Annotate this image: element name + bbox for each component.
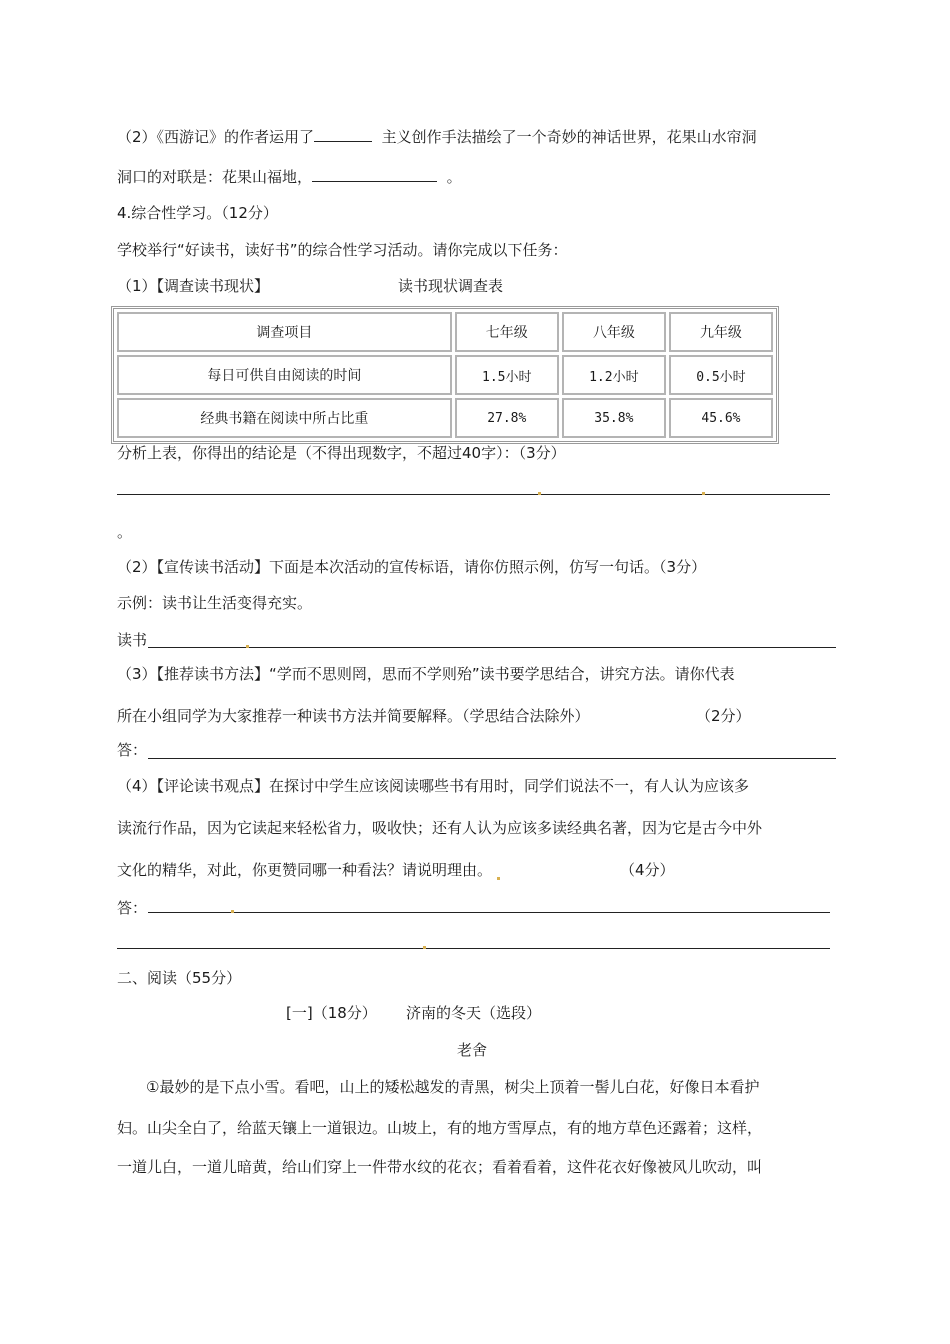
- article-title: 济南的冬天（选段）: [406, 1004, 542, 1022]
- q4-p1-label: （1）【调查读书现状】: [117, 277, 270, 295]
- answer-blank[interactable]: [312, 167, 437, 182]
- q3-2-text-a: （2）《西游记》的作者运用了: [117, 128, 315, 146]
- q4-p1-end: 。: [117, 523, 133, 541]
- q4-intro: 学校举行“好读书，读好书”的综合性学习活动。请你完成以下任务：: [117, 241, 568, 259]
- table-row: [117, 398, 773, 438]
- scan-artifact: [497, 877, 500, 880]
- q4-p4-line2: 读流行作品，因为它读起来轻松省力，吸收快；还有人认为应该多读经典名著，因为它是古今中外: [117, 819, 763, 837]
- scan-artifact: [231, 910, 234, 913]
- answer-line[interactable]: [117, 494, 830, 495]
- scan-artifact: [538, 492, 541, 495]
- q3-2-text-d: 。: [446, 168, 462, 186]
- answer-prefix: 答：: [117, 899, 148, 917]
- table-row: [117, 355, 773, 395]
- q4-p1-question: 分析上表，你得出的结论是（不得出现数字，不超过40字）：（3分）: [117, 444, 566, 462]
- table-header-row: [117, 312, 773, 352]
- table-caption: 读书现状调查表: [398, 277, 504, 295]
- table-cell: 27.8%: [455, 398, 559, 438]
- q4-p4-line1: （4）【评论读书观点】在探讨中学生应该阅读哪些书有用时，同学们说法不一，有人认为应该多: [117, 777, 750, 795]
- table-header-cell: 调查项目: [117, 312, 452, 352]
- paragraph-line: 一道儿白，一道儿暗黄，给山们穿上一件带水纹的花衣；看着看着，这件花衣好像被风儿吹动，叫: [117, 1158, 763, 1176]
- q3-2-text-c: 洞口的对联是：花果山福地，: [117, 168, 313, 186]
- q4-p4-line3: 文化的精华，对此，你更赞同哪一种看法？请说明理由。: [117, 861, 493, 879]
- q4-p3-line2: 所在小组同学为大家推荐一种读书方法并简要解释。（学思结合法除外）: [117, 707, 590, 725]
- answer-line[interactable]: [148, 647, 836, 648]
- table-cell: 45.6%: [669, 398, 773, 438]
- q4-p3-score: （2分）: [696, 707, 751, 725]
- q3-2-line1: [117, 127, 757, 147]
- paragraph-line: ①最妙的是下点小雪。看吧，山上的矮松越发的青黑，树尖上顶着一髻儿白花，好像日本看护: [146, 1078, 760, 1096]
- answer-prefix: 答：: [117, 741, 148, 759]
- answer-line[interactable]: [117, 948, 830, 949]
- q4-p2-question: （2）【宣传读书活动】下面是本次活动的宣传标语，请你仿照示例，仿写一句话。（3分）: [117, 558, 707, 576]
- q4-title: 4.综合性学习。（12分）: [117, 204, 278, 222]
- answer-line[interactable]: [148, 758, 836, 759]
- scan-artifact: [423, 946, 426, 949]
- paragraph-line: 妇。山尖全白了，给蓝天镶上一道银边。山坡上，有的地方雪厚点，有的地方草色还露着；这样，: [117, 1119, 763, 1137]
- article-author: 老舍: [457, 1041, 488, 1059]
- table-cell: 0.5小时: [669, 355, 773, 395]
- q3-2-text-b: 主义创作手法描绘了一个奇妙的神话世界，花果山水帘洞: [381, 128, 757, 146]
- table-cell: 1.2小时: [562, 355, 666, 395]
- scan-artifact: [702, 492, 705, 495]
- section2-title: 二、阅读（55分）: [117, 969, 242, 987]
- answer-blank[interactable]: [314, 127, 372, 142]
- scan-artifact: [246, 645, 249, 648]
- table-header-cell: 七年级: [455, 312, 559, 352]
- q3-2-line2: [117, 167, 462, 187]
- table-cell: 每日可供自由阅读的时间: [117, 355, 452, 395]
- table-cell: 35.8%: [562, 398, 666, 438]
- q4-p2-answer-prefix: 读书: [117, 631, 148, 649]
- q4-p4-score: （4分）: [620, 861, 675, 879]
- table-header-cell: 九年级: [669, 312, 773, 352]
- table-header-cell: 八年级: [562, 312, 666, 352]
- answer-line[interactable]: [148, 912, 830, 913]
- q4-p3-line1: （3）【推荐读书方法】“学而不思则罔，思而不学则殆”读书要学思结合，讲究方法。请你代表: [117, 665, 735, 683]
- table-cell: 1.5小时: [455, 355, 559, 395]
- part-label: [一]（18分）: [286, 1004, 377, 1022]
- survey-table: [111, 306, 779, 444]
- table-cell: 经典书籍在阅读中所占比重: [117, 398, 452, 438]
- q4-p2-example: 示例：读书让生活变得充实。: [117, 594, 313, 612]
